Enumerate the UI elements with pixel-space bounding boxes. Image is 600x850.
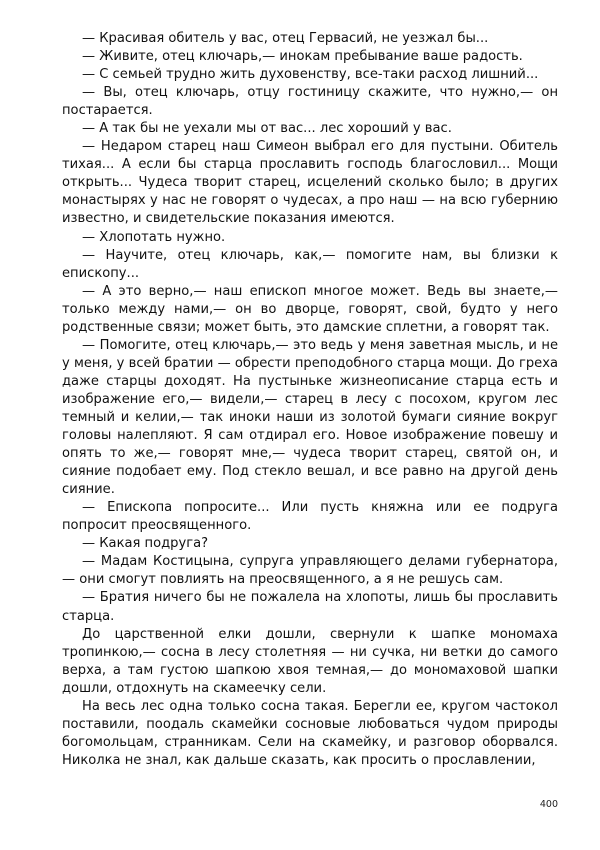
paragraph: — Живите, отец ключарь,— инокам пребывание ваше радость. [82, 49, 523, 65]
paragraph: — Помогите, отец ключарь,— это ведь у меня заветная мысль, и не у меня, у всей братии — обрести преподобного старца мощи. До греха даже старцы доходят. На пустыньке жизнеописание старца есть и изображение его,— видели,— старец в лесу с посохом, кругом лес темный и келии,— так иноки наши из золотой бумаги сияние вокруг головы налепляют. Я сам отдирал его. Новое изображение повешу и опять то же,— говорят мне,— чудеса творит старец, святой он, и сияние подобает ему. Под стекло вешал, и все равно на другой день сияние. [62, 337, 558, 498]
paragraph: — Красивая обитель у вас, отец Гервасий, не уезжал бы... [82, 31, 489, 46]
paragraph: — Хлопотать нужно. [82, 229, 226, 245]
paragraph: — Недаром старец наш Симеон выбрал его для пустыни. Обитель тихая... А если бы старца прославить господь благословил... Мощи открыть... Чудеса творит старец, исцелений сколько было; в других монастырях у нас не говорят о чудесах, а про наш — на всю губернию известно, и свидетельские показания имеются. [62, 139, 558, 227]
paragraph: — Братия ничего бы не пожалела на хлопоты, лишь бы прославить старца. [62, 590, 558, 624]
paragraph: — А так бы не уехали мы от вас... лес хороший у вас. [82, 121, 452, 137]
paragraph: До царственной елки дошли, свернули к шапке мономаха тропинкою,— сосна в лесу столетняя — ни сучка, ни ветки до самого верха, а там густою шапкою хвоя темная,— до мономаховой шапки дошли, отдохнуть на скамеечку сели. [62, 626, 558, 696]
paragraph: — Вы, отец ключарь, отцу гостиницу скажите, что нужно,— он постарается. [62, 85, 558, 119]
page-body [62, 30, 558, 770]
paragraph: — С семьей трудно жить духовенству, все-таки расход лишний... [82, 67, 539, 83]
paragraph: На весь лес одна только сосна такая. Берегли ее, кругом частокол поставили, поодаль скамейки сосновые любоваться чудом природы богомольцам, странникам. Сели на скамейку, и разговор оборвался. Николка не знал, как дальше сказать, как просить о прославлении, [62, 698, 558, 768]
paragraph: — Научите, отец ключарь, как,— помогите нам, вы близки к епископу... [62, 247, 558, 281]
paragraph: — Епископа попросите... Или пусть княжна или ее подруга попросит преосвященного. [62, 500, 558, 534]
paragraph: — Какая подруга? [82, 536, 209, 552]
page-number: 400 [539, 799, 558, 810]
paragraph: — Мадам Костицына, супруга управляющего делами губернатора, — они смогут повлиять на преосвященного, а я не решусь сам. [62, 554, 558, 588]
paragraph: — А это верно,— наш епископ многое может. Ведь вы знаете,— только между нами,— он во дворце, говорят, свой, будто у него родственные связи; может быть, это дамские сплетни, а говорят так. [62, 283, 558, 335]
